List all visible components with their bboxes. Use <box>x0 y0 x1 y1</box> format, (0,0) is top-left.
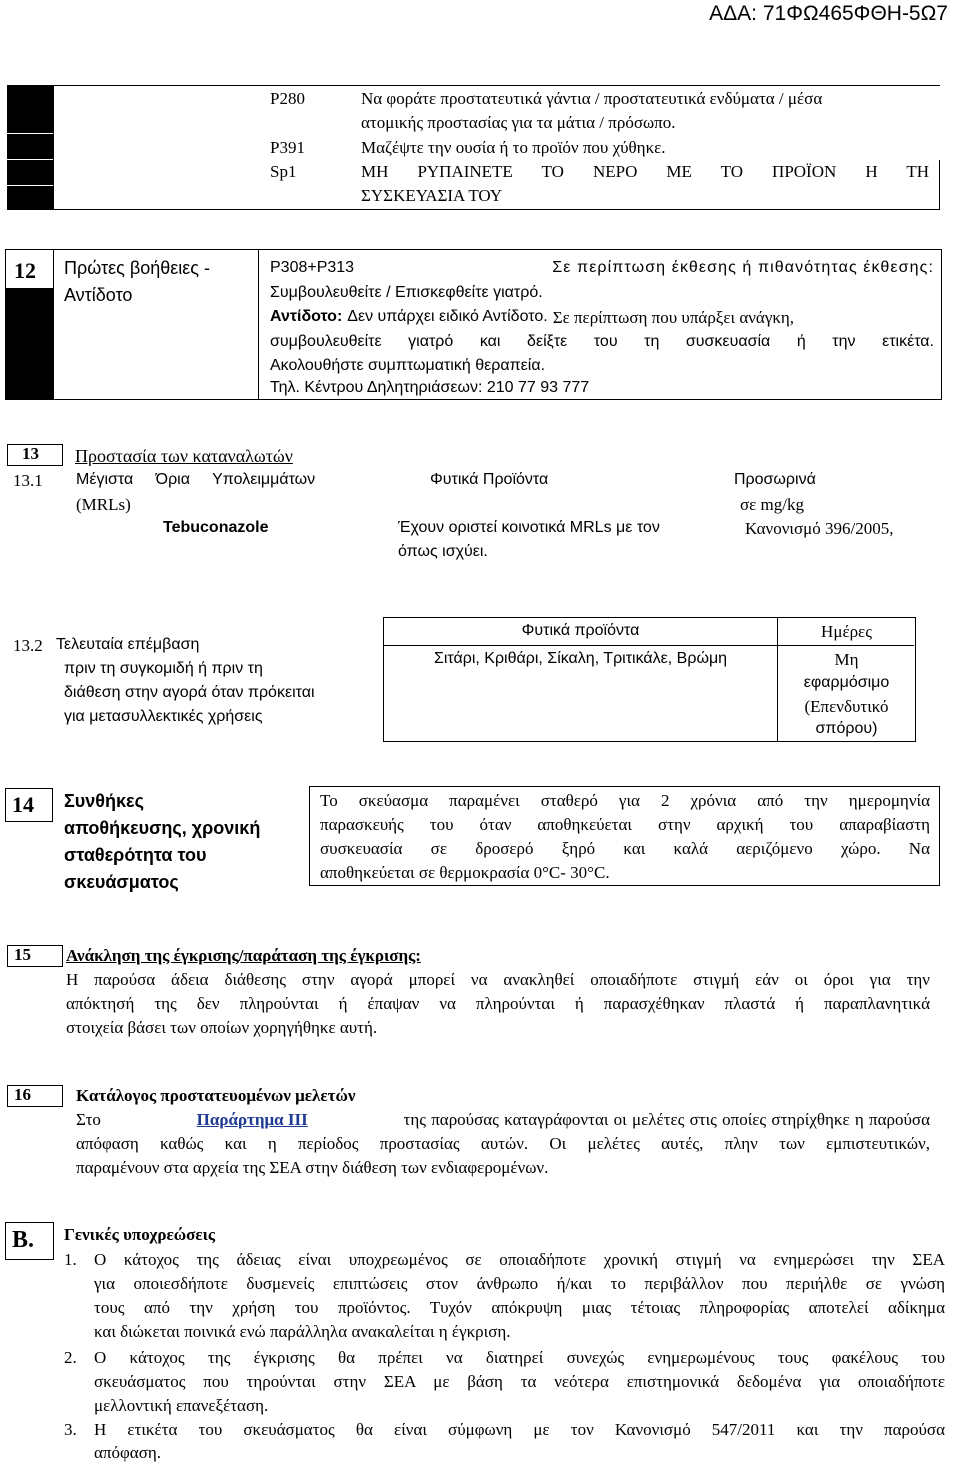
first-aid-line: Συμβουλευθείτε / Επισκεφθείτε γιατρό. <box>270 284 543 301</box>
section-title: Κατάλογος προστατευομένων μελετών <box>76 1086 356 1105</box>
obligation-text: Ο κάτοχος της έγκρισης θα πρέπει να διατηρεί συνεχώς ενημερωμένους τους φακέλους του <box>94 1348 945 1367</box>
phi-table-cell: Σιτάρι, Κριθάρι, Σίκαλη, Τριτικάλε, Βρώμη <box>433 650 728 667</box>
annex-iii-link[interactable]: Παράρτημα ΙΙΙ <box>196 1110 308 1129</box>
studies-text: απόφαση καθώς και η περίοδος προστασίας αυτών. Οι μελέτες αυτές, πλην των εμπιστευτικών, <box>76 1134 930 1153</box>
obligation-number: 3. <box>64 1420 77 1439</box>
mrl-text: Έχουν οριστεί κοινοτικά MRLs με τον <box>398 519 660 536</box>
section-12-left-bar <box>5 288 53 400</box>
obligation-text: για οποιεσδήποτε δυσμενείς επιπτώσεις στον άνθρωπο ή/και το περιβάλλον που περιήλθε σε γνώση <box>94 1274 945 1293</box>
section-12-divider <box>53 249 54 400</box>
first-aid-text: Σε περίπτωση έκθεσης ή πιθανότητας έκθεσης: <box>552 259 934 276</box>
p-code: P391 <box>270 138 305 157</box>
table-inner-divider <box>53 86 54 210</box>
obligation-text: σκευάσματος που τηρούνται στην ΣΕΑ με βάση τα νεότερα επιστημονικά δεδομένα για οποιαδήποτε <box>94 1372 945 1391</box>
phi-table-cell: σπόρου) <box>815 720 878 737</box>
first-aid-line: συμβουλευθείτε γιατρό και δείξτε του τη συσκευασία ή την ετικέτα. <box>270 333 934 350</box>
studies-text: παραμένουν στα αρχεία της ΣΕΑ στην διάθεση των ενδιαφερομένων. <box>76 1158 549 1177</box>
obligation-text: Η ετικέτα του σκευάσματος θα είναι σύμφωνη με τον Κανονισμό 547/2011 και την παρούσα <box>94 1420 945 1439</box>
phi-table-header: Ημέρες <box>821 622 872 641</box>
section-number: 15 <box>7 945 63 967</box>
obligation-number: 2. <box>64 1348 77 1367</box>
p-text: Να φοράτε προστατευτικά γάντια / προστατευτικά ενδύματα / μέσα <box>361 89 823 108</box>
section-number: 14 <box>5 788 53 822</box>
storage-text: συσκευασία σε δροσερό ξηρό και καλά αεριζόμενο χώρο. Να <box>320 839 930 858</box>
phi-table-cell: εφαρμόσιμο <box>803 674 890 691</box>
mrl-label: (MRLs) <box>76 495 131 514</box>
studies-line <box>76 1110 930 1130</box>
revocation-text: στοιχεία βάσει των οποίων χορηγήθηκε αυτή. <box>66 1018 378 1037</box>
preharvest-label: για μετασυλλεκτικές χρήσεις <box>64 708 263 725</box>
antidote-label: Αντίδοτο: <box>270 308 343 325</box>
section-title: σκευάσματος <box>64 872 179 892</box>
studies-text: Στο <box>76 1110 101 1129</box>
section-title: Ανάκληση της έγκρισης/παράταση της έγκρισης: <box>66 946 421 965</box>
section-number: 12 <box>14 258 36 283</box>
revocation-text: Η παρούσα άδεια διάθεσης στην αγορά μπορεί να ανακληθεί οποιαδήποτε στιγμή εάν οι όροι για την <box>66 970 930 989</box>
p-code: P308+P313 <box>270 259 355 276</box>
poison-center-phone: Τηλ. Κέντρου Δηλητηριάσεων: 210 77 93 777 <box>270 379 590 396</box>
obligation-text: Ο κάτοχος της άδειας είναι υποχρεωμένος σε οποιαδήποτε χρονική στιγμή να ενημερώσει την ΣΕΑ <box>94 1250 945 1269</box>
subsection-number: 13.2 <box>13 636 43 655</box>
phi-table-cell: Μη <box>834 650 859 669</box>
document-reference: ΑΔΑ: 71ΦΩ465ΦΘΗ-5Ω7 <box>709 2 948 25</box>
section-12-divider <box>258 249 259 400</box>
phi-table-row-divider <box>384 645 914 646</box>
mrl-text: Κανονισμό 396/2005, <box>745 519 894 538</box>
subsection-number: 13.1 <box>13 471 43 490</box>
section-title: Προστασία των καταναλωτών <box>75 446 293 466</box>
p-text: ΜΗ ΡΥΠΑΙΝΕΤΕ ΤΟ ΝΕΡΟ ΜΕ ΤΟ ΠΡΟΪΟΝ Η ΤΗ <box>361 162 929 181</box>
column-header: Προσωρινά <box>734 471 816 488</box>
preharvest-label: Τελευταία επέμβαση <box>56 636 200 653</box>
section-number: 13 <box>7 444 63 466</box>
section-title: Αντίδοτο <box>64 285 133 305</box>
phi-table-header: Φυτικά προϊόντα <box>521 622 640 639</box>
antidote-line <box>270 308 934 328</box>
obligation-text: μελλοντική επανεξέταση. <box>94 1396 269 1415</box>
p-code: Sp1 <box>270 162 297 181</box>
section-title: Γενικές υποχρεώσεις <box>64 1225 216 1244</box>
p-text: ΣΥΣΚΕΥΑΣΙΑ ΤΟΥ <box>361 186 503 205</box>
preharvest-label: διάθεση στην αγορά όταν πρόκειται <box>64 684 315 701</box>
section-title: αποθήκευσης, χρονική <box>64 818 261 838</box>
obligation-text: απόφαση. <box>94 1443 162 1462</box>
first-aid-line <box>270 259 934 277</box>
phi-table-cell: (Επενδυτικό <box>804 697 889 716</box>
column-header: σε mg/kg <box>740 495 804 514</box>
revocation-text: απόκτησή της δεν πληρούνται ή έπαψαν να πληρούνται ή παρασχέθηκαν πλαστά ή παραπλανητικά <box>66 994 930 1013</box>
table-row-dividers <box>7 185 53 186</box>
table-row-dividers <box>7 133 53 134</box>
phi-table <box>383 617 916 742</box>
column-header: Φυτικά Προϊόντα <box>430 471 549 488</box>
obligation-text: τους από την χρήση του προϊόντος. Τυχόν απόκρυψη μιας τέτοιας πληροφορίας αποτελεί αδίκημα <box>94 1298 945 1317</box>
table-row-dividers <box>7 159 53 160</box>
section-number: 16 <box>7 1085 63 1107</box>
section-letter: Β. <box>5 1222 54 1260</box>
preharvest-label: πριν τη συγκομιδή ή πριν τη <box>64 660 263 677</box>
first-aid-text: Σε περίπτωση που υπάρξει ανάγκη, <box>552 308 795 327</box>
mrl-label: Μέγιστα Όρια Υπολειμμάτων <box>76 471 316 488</box>
section-title: Πρώτες βοήθειες - <box>64 258 210 278</box>
obligation-text: και διώκεται ποινικά ενώ παράλληλα ανακαλείται η έγκριση. <box>94 1322 511 1341</box>
p-text: Μαζέψτε την ουσία ή το προϊόν που χύθηκε. <box>361 138 666 157</box>
p-text: ατομικής προστασίας για τα μάτια / πρόσωπο. <box>361 113 676 132</box>
studies-text: της παρούσας καταγράφονται οι μελέτες στις οποίες στηρίχθηκε η παρούσα <box>403 1110 930 1129</box>
storage-text: Το σκεύασμα παραμένει σταθερό για 2 χρόνια από την ημερομηνία <box>320 791 930 810</box>
antidote-value: Δεν υπάρχει ειδικό Αντίδοτο. <box>347 308 548 325</box>
p-code: P280 <box>270 89 305 108</box>
storage-text: παρασκευής του όταν αποθηκεύεται στην αρχική του απαραβίαστη <box>320 815 930 834</box>
active-substance: Tebuconazole <box>163 519 269 536</box>
mrl-text: όπως ισχύει. <box>398 543 488 560</box>
section-title: Συνθήκες <box>64 791 144 811</box>
storage-text: αποθηκεύεται σε θερμοκρασία 0°C- 30°C. <box>320 863 610 882</box>
section-title: σταθερότητα του <box>64 845 207 865</box>
table-right-border <box>939 160 940 210</box>
obligation-number: 1. <box>64 1250 77 1269</box>
first-aid-line: Ακολουθήστε συμπτωματική θεραπεία. <box>270 357 546 374</box>
